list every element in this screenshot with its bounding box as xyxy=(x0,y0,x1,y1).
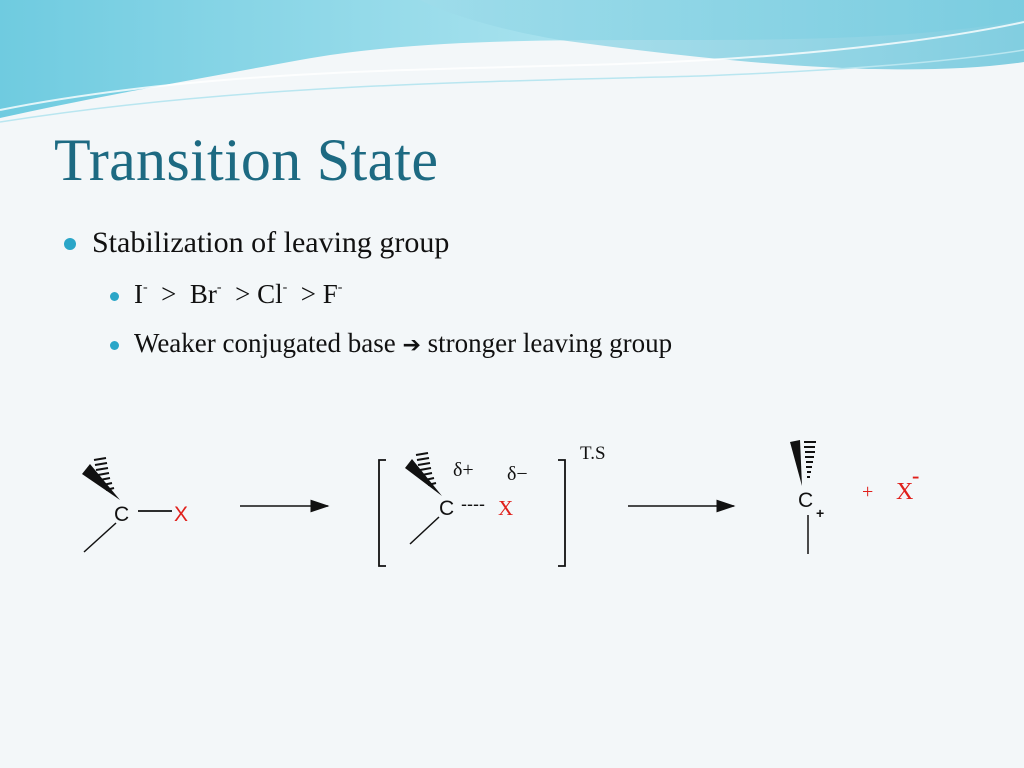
leaving-group-atom: X xyxy=(174,503,189,526)
charge-sup: - xyxy=(282,280,288,295)
right-bracket xyxy=(558,460,565,566)
anion-charge: - xyxy=(912,463,920,488)
delta-plus-label: δ+ xyxy=(453,459,474,481)
ts-label: T.S xyxy=(580,443,606,464)
greater-than: > xyxy=(235,279,251,309)
transition-state xyxy=(379,443,606,566)
hashed-bond xyxy=(804,442,816,477)
iodide-label: I xyxy=(134,279,143,309)
left-bracket xyxy=(379,460,386,566)
carbon-atom: C xyxy=(798,489,814,512)
greater-than: > xyxy=(161,279,177,309)
leaving-group-anion: X xyxy=(896,479,914,505)
partial-bond: ---- xyxy=(461,494,485,514)
charge-sup: - xyxy=(216,280,222,295)
right-arrow-icon: ➔ xyxy=(402,333,421,358)
delta-minus-label: δ− xyxy=(507,463,528,485)
wedge-bond xyxy=(790,440,802,486)
carbon-atom: C xyxy=(439,497,455,520)
bromide-label: Br xyxy=(189,279,217,309)
chloride-label: Cl xyxy=(257,279,283,309)
cation-charge: + xyxy=(816,505,825,521)
leaving-group-atom: X xyxy=(498,496,514,520)
stronger-leaving-text: stronger leaving group xyxy=(427,328,673,358)
weaker-base-text: Weaker conjugated base xyxy=(134,328,396,358)
fluoride-label: F xyxy=(322,279,338,309)
plus-sign: + xyxy=(862,481,874,503)
reactant-molecule xyxy=(82,458,188,552)
bullet-stabilization: Stabilization of leaving group xyxy=(92,226,450,259)
single-bond xyxy=(410,517,439,544)
charge-sup: - xyxy=(143,280,148,295)
greater-than: > xyxy=(300,279,316,309)
carbon-atom: C xyxy=(114,503,130,526)
slide-title: Transition State xyxy=(54,127,439,193)
carbocation-product xyxy=(790,440,919,554)
charge-sup: - xyxy=(337,280,343,295)
single-bond xyxy=(84,523,116,552)
